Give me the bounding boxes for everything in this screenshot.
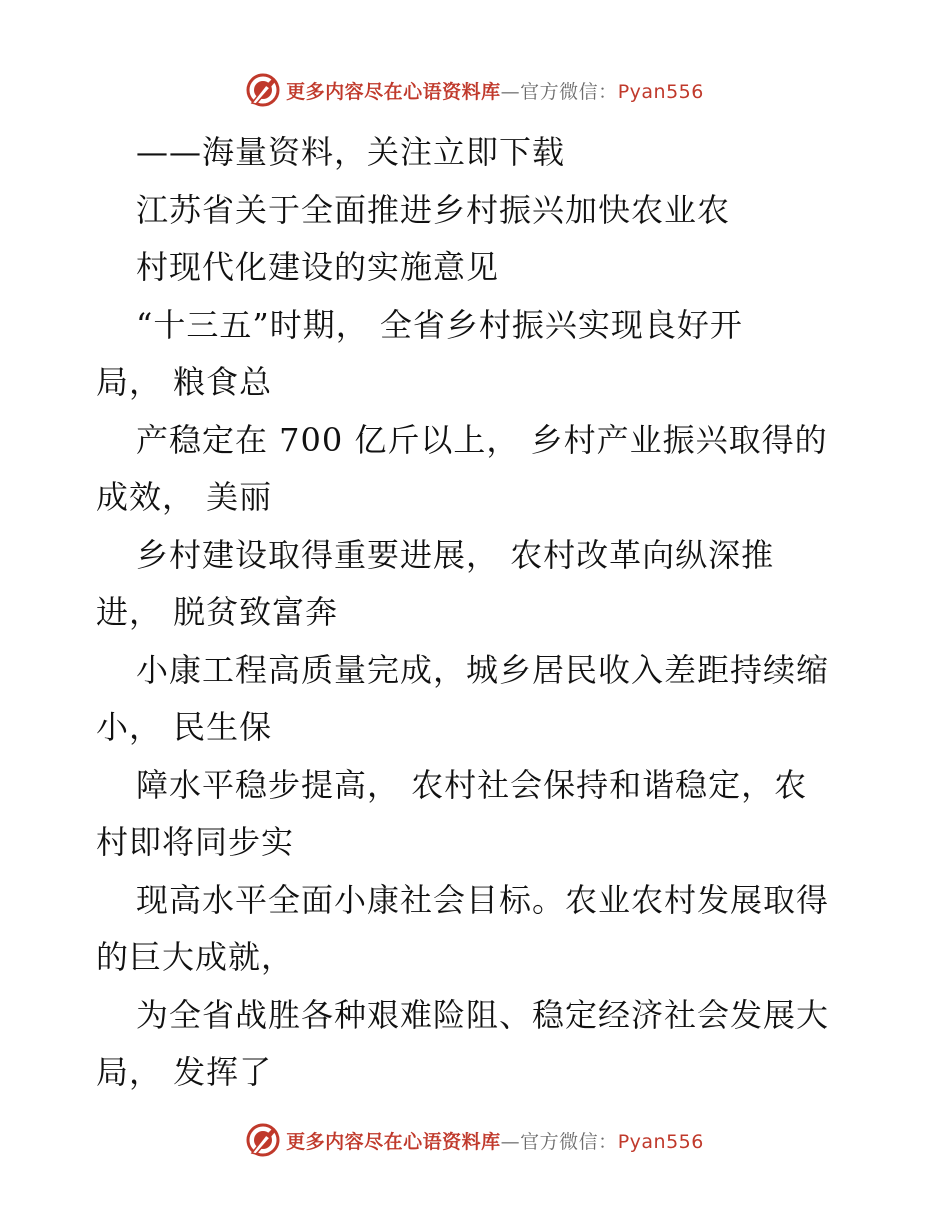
banner-dash: — [500, 80, 521, 103]
banner-text [286, 77, 704, 104]
text-line: 小康工程高质量完成，城乡居民收入差距持续缩 [136, 650, 830, 689]
text-line: 小， 民生保 [96, 708, 273, 746]
text-line: 现高水平全面小康社会目标。农业农村发展取得 [136, 880, 830, 919]
header-banner [0, 70, 950, 110]
text-line: 障水平稳步提高， 农村社会保持和谐稳定，农 [136, 765, 808, 804]
pen-seal-icon [246, 1123, 280, 1157]
banner-main-text: 更多内容尽在心语资料库 [286, 80, 501, 103]
text-line: 进， 脱贫致富奔 [96, 593, 339, 631]
text-line: ——海量资料，关注立即下载 [136, 133, 566, 171]
pen-seal-icon [246, 73, 280, 107]
text-line: 局， 粮食总 [96, 363, 273, 401]
banner-dash: — [500, 1130, 521, 1153]
banner-wechat-label: 官方微信： [520, 80, 618, 103]
footer-banner [0, 1120, 950, 1160]
banner-text [286, 1127, 704, 1154]
document-body [96, 124, 856, 1102]
text-line: 的巨大成就， [96, 938, 295, 976]
text-line: 成效， 美丽 [96, 478, 273, 516]
text-line: 村即将同步实 [96, 823, 295, 861]
banner-wechat-label: 官方微信： [520, 1130, 618, 1153]
text-line: 局， 发挥了 [96, 1053, 273, 1091]
banner-main-text: 更多内容尽在心语资料库 [286, 1130, 501, 1153]
banner-wechat-id: Pyan556 [617, 1130, 704, 1153]
text-line: 乡村建设取得重要进展， 农村改革向纵深推 [136, 535, 775, 574]
banner-content [246, 1123, 704, 1157]
banner-content [246, 73, 704, 107]
document-title-line: 江苏省关于全面推进乡村振兴加快农业农 [136, 190, 731, 229]
banner-wechat-id: Pyan556 [617, 80, 704, 103]
text-line: “十三五”时期， 全省乡村振兴实现良好开 [136, 305, 743, 344]
document-title-line: 村现代化建设的实施意见 [136, 248, 500, 286]
text-line: 产稳定在 700 亿斤以上， 乡村产业振兴取得的 [136, 420, 828, 459]
text-line: 为全省战胜各种艰难险阻、稳定经济社会发展大 [136, 995, 830, 1034]
